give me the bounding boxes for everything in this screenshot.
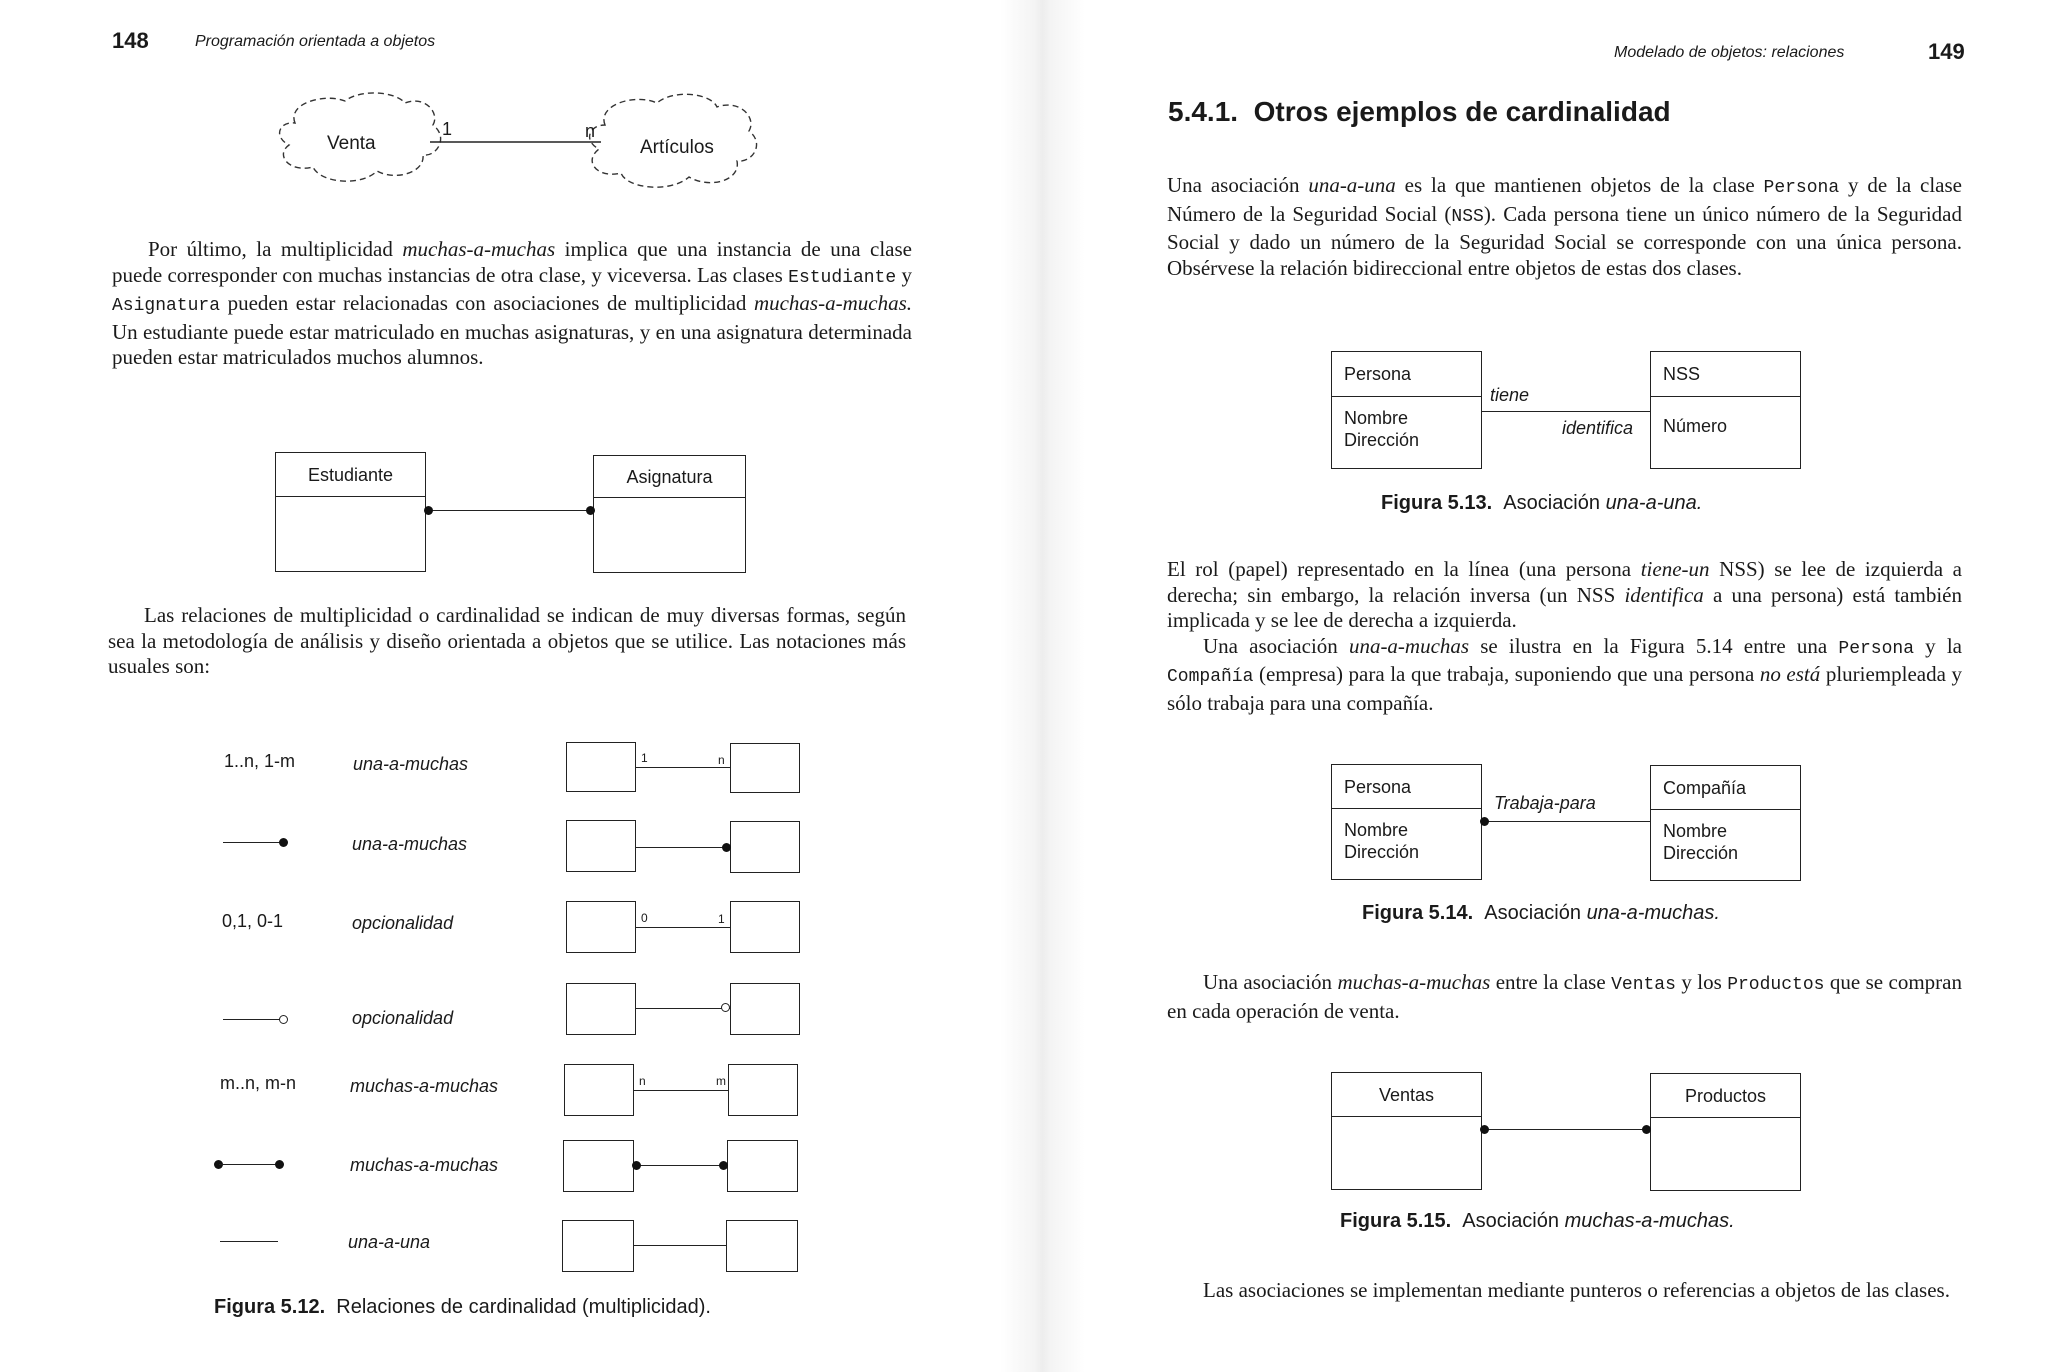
productos-end-dot bbox=[1642, 1125, 1651, 1134]
right-paragraph-2-3: El rol (papel) representado en la línea (una persona tiene-un NSS) se lee de izquierda a derecha; sin embargo, la relación inversa (un NSS identifica a una persona) está también implicada y se lee de derecha a izquierda. Una asociación una-a-muchas se ilustra en la Figura 5.14 entre una Persona y la Compañía (empresa) para la que trabaja, suponiendo que una persona no está pluriempleada y sólo trabaja para una compañía. bbox=[1167, 557, 1963, 715]
nss-class-name: NSS bbox=[1651, 352, 1800, 397]
notation-line bbox=[634, 1165, 727, 1166]
ventas-end-dot bbox=[1480, 1125, 1489, 1134]
notation-right-tag: n bbox=[718, 753, 725, 767]
notation-right-box bbox=[728, 1064, 798, 1116]
role-identifica: identifica bbox=[1562, 418, 1634, 438]
notation-start-dot bbox=[632, 1161, 641, 1170]
right-page-number: 149 bbox=[1928, 39, 1965, 64]
estudiante-class-name: Estudiante bbox=[276, 453, 425, 497]
notation-end-open-dot bbox=[721, 1003, 730, 1012]
ventas-productos-line bbox=[1482, 1129, 1650, 1130]
notation-symbol-dot bbox=[275, 1160, 284, 1169]
notation-line bbox=[636, 847, 730, 848]
articulos-multiplicity: n bbox=[585, 121, 596, 141]
notation-line bbox=[634, 1245, 726, 1246]
persona-nss-line bbox=[1482, 411, 1650, 412]
notation-name: opcionalidad bbox=[352, 1008, 454, 1028]
persona-attr-direccion: Dirección bbox=[1344, 430, 1420, 450]
persona-compania-line bbox=[1482, 821, 1650, 822]
articulos-class-name: Artículos bbox=[640, 137, 714, 158]
ventas-class-box bbox=[1331, 1072, 1482, 1190]
notation-line bbox=[634, 1090, 728, 1091]
venta-multiplicity: 1 bbox=[442, 119, 453, 139]
compania-class-name: Compañía bbox=[1651, 766, 1800, 810]
persona-attr-direccion: Dirección bbox=[1344, 842, 1420, 862]
figure-5-13-caption: Figura 5.13. Asociación una-a-una. bbox=[1381, 492, 1703, 514]
right-paragraph-1: Una asociación una-a-una es la que mantienen objetos de la clase Persona y de la clase Número de la Seguridad Social (NSS). Cada persona tiene un único número de la Seguridad Social y dado un número de la Seguridad Social se corresponde con una única persona. Obsérvese la relación bidireccional entre objetos de estas dos clases. bbox=[1167, 173, 1963, 280]
role-trabaja-para: Trabaja-para bbox=[1494, 793, 1596, 813]
persona-attr-nombre: Nombre bbox=[1344, 408, 1409, 428]
left-paragraph-2: Las relaciones de multiplicidad o cardinalidad se indican de muy diversas formas, según sea la metodología de análisis y diseño orientada a objetos que se utilice. Las notaciones más usuales son: bbox=[108, 603, 906, 678]
notation-left-box bbox=[566, 820, 636, 872]
notation-line bbox=[636, 1008, 730, 1009]
notation-left-box bbox=[564, 1064, 634, 1116]
notation-right-box bbox=[730, 743, 800, 793]
figure-5-12-caption: Figura 5.12. Relaciones de cardinalidad (multiplicidad). bbox=[214, 1296, 711, 1318]
estudiante-asignatura-line bbox=[426, 510, 593, 511]
left-paragraph-1: Por último, la multiplicidad muchas-a-muchas implica que una instancia de una clase puede corresponder con muchas instancias de otra clase, y viceversa. Las clases Estudiante y Asignatura pueden estar relacionadas con asociaciones de multiplicidad muchas-a-muchas. Un estudiante puede estar matriculado en muchas asignaturas, y en una asignatura determinada pueden estar matriculados muchos alumnos. bbox=[112, 237, 912, 369]
productos-class-box bbox=[1650, 1073, 1801, 1191]
notation-right-box bbox=[730, 821, 800, 873]
notation-name: una-a-muchas bbox=[352, 834, 468, 854]
notation-name: muchas-a-muchas bbox=[350, 1076, 499, 1096]
notation-symbol-line bbox=[223, 1019, 283, 1020]
notation-right-box bbox=[730, 983, 800, 1035]
figure-5-15-caption: Figura 5.15. Asociación muchas-a-muchas. bbox=[1340, 1210, 1735, 1232]
notation-line bbox=[636, 927, 730, 928]
nss-class-box bbox=[1650, 351, 1801, 469]
persona-class-name: Persona bbox=[1332, 352, 1481, 397]
book-gutter bbox=[1000, 0, 1085, 1372]
nss-attr-numero: Número bbox=[1663, 416, 1728, 436]
notation-right-tag: m bbox=[716, 1074, 726, 1088]
notation-symbol-dot bbox=[279, 838, 288, 847]
notation-end-dot bbox=[719, 1161, 728, 1170]
compania-attr-nombre: Nombre bbox=[1663, 821, 1728, 841]
notation-symbol-line bbox=[220, 1241, 278, 1242]
left-running-head: Programación orientada a objetos bbox=[195, 33, 436, 50]
notation-left-box bbox=[562, 1220, 634, 1272]
right-paragraph-5: Las asociaciones se implementan mediante punteros o referencias a objetos de las clases. bbox=[1203, 1278, 1950, 1302]
notation-left-tag: n bbox=[639, 1074, 646, 1088]
section-title: 5.4.1. Otros ejemplos de cardinalidad bbox=[1168, 96, 1671, 127]
right-running-head: Modelado de objetos: relaciones bbox=[1614, 44, 1845, 61]
notation-left-box bbox=[566, 901, 636, 953]
notation-left-box bbox=[566, 742, 636, 792]
notation-symbol-open-dot bbox=[279, 1015, 288, 1024]
estudiante-class-box bbox=[275, 452, 426, 572]
estudiante-end-dot bbox=[424, 506, 433, 515]
notation-label: m..n, m-n bbox=[220, 1073, 297, 1093]
notation-symbol-line bbox=[219, 1164, 279, 1165]
left-page-number: 148 bbox=[112, 28, 149, 53]
compania-class-box bbox=[1650, 765, 1801, 881]
ventas-class-name: Ventas bbox=[1332, 1073, 1481, 1117]
compania-attr-direccion: Dirección bbox=[1663, 843, 1739, 863]
notation-name: una-a-una bbox=[348, 1232, 431, 1252]
right-paragraph-4: Una asociación muchas-a-muchas entre la clase Ventas y los Productos que se compran en cada operación de venta. bbox=[1167, 970, 1962, 1023]
productos-class-name: Productos bbox=[1651, 1074, 1800, 1118]
notation-name: opcionalidad bbox=[352, 913, 454, 933]
asignatura-class-name: Asignatura bbox=[594, 456, 745, 498]
role-tiene: tiene bbox=[1490, 385, 1530, 405]
figure-5-14-caption: Figura 5.14. Asociación una-a-muchas. bbox=[1362, 902, 1720, 924]
notation-left-box bbox=[566, 983, 636, 1035]
notation-right-box bbox=[727, 1140, 798, 1192]
persona-attr-nombre: Nombre bbox=[1344, 820, 1409, 840]
notation-right-box bbox=[726, 1220, 798, 1272]
notation-left-tag: 0 bbox=[641, 911, 648, 925]
notation-left-box bbox=[563, 1140, 634, 1192]
persona-class-name: Persona bbox=[1332, 765, 1481, 809]
notation-right-box bbox=[730, 901, 800, 953]
notation-end-dot bbox=[722, 843, 731, 852]
notation-name: una-a-muchas bbox=[353, 754, 469, 774]
notation-line bbox=[636, 767, 730, 768]
asignatura-end-dot bbox=[586, 506, 595, 515]
notation-label: 1..n, 1-m bbox=[224, 751, 296, 771]
persona-end-dot bbox=[1480, 817, 1489, 826]
venta-class-name: Venta bbox=[327, 133, 376, 154]
persona-class-box bbox=[1331, 351, 1482, 469]
notation-right-tag: 1 bbox=[718, 912, 725, 926]
notation-label: 0,1, 0-1 bbox=[222, 911, 284, 931]
notation-left-tag: 1 bbox=[641, 751, 648, 765]
notation-symbol-line bbox=[223, 842, 283, 843]
asignatura-class-box bbox=[593, 455, 746, 573]
notation-name: muchas-a-muchas bbox=[350, 1155, 499, 1175]
persona-class-box-2 bbox=[1331, 764, 1482, 880]
